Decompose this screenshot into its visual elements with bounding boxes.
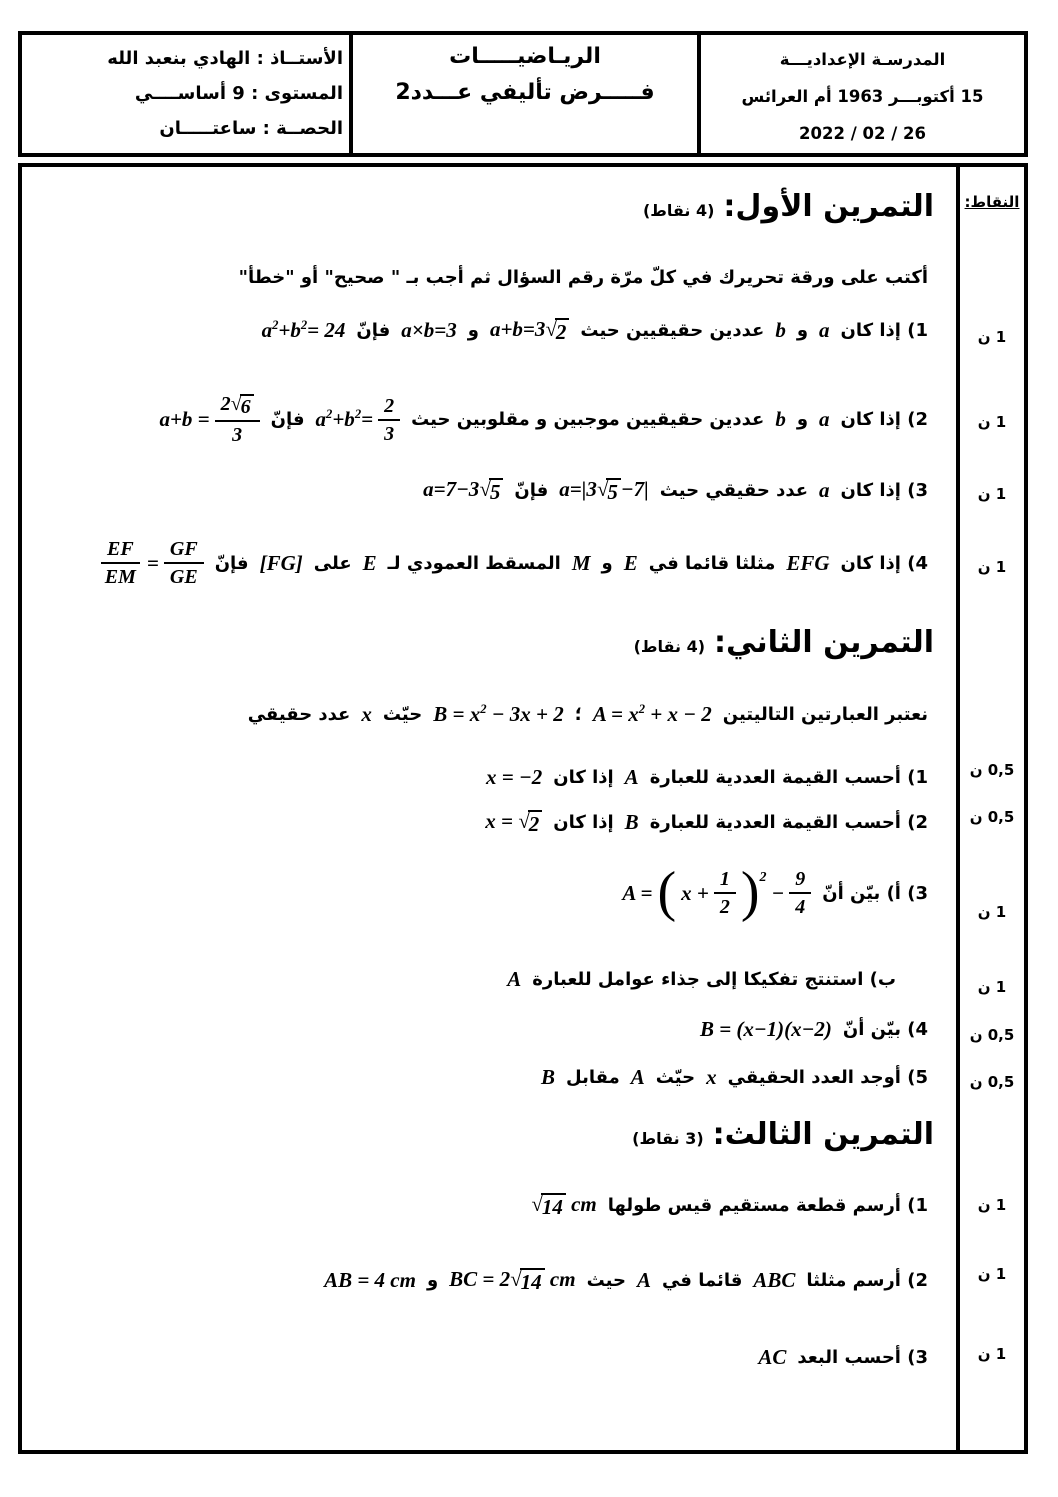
arabic-text: إذا كان bbox=[553, 812, 614, 834]
arabic-text: ؛ bbox=[574, 704, 582, 725]
superscript: 2 bbox=[354, 407, 362, 421]
denominator: 3 bbox=[384, 422, 395, 445]
sqrt-expression bbox=[531, 1193, 566, 1219]
big-paren bbox=[740, 861, 767, 924]
math-expression: = bbox=[146, 550, 159, 575]
mark-value: 1 ن bbox=[977, 485, 1007, 503]
arabic-text: 3) أ) بيّن أنّ bbox=[822, 882, 928, 904]
fraction bbox=[99, 537, 142, 589]
math-expression: E bbox=[623, 550, 638, 575]
arabic-text: 2) أرسم مثلثا bbox=[806, 1270, 928, 1292]
marks-column-title: النقاط: bbox=[964, 193, 1020, 211]
points-label: (4 نقاط) bbox=[633, 637, 706, 656]
sqrt-expression bbox=[510, 1268, 545, 1294]
radicand: 2 bbox=[528, 810, 543, 836]
sqrt-expression bbox=[518, 810, 542, 836]
numerator: 2 √ 6 bbox=[215, 392, 260, 422]
sqrt-expression bbox=[231, 394, 254, 419]
equation-group bbox=[159, 392, 259, 447]
radicand: 5 bbox=[606, 478, 621, 504]
radicand: 6 bbox=[240, 394, 254, 419]
arabic-text: و bbox=[601, 552, 613, 574]
arabic-text: فإنّ bbox=[514, 480, 549, 502]
mark-value: 1 ن bbox=[977, 328, 1007, 346]
numerator: GF bbox=[164, 537, 204, 564]
exam-body-box bbox=[18, 163, 1028, 1454]
mark-value: 1 ن bbox=[977, 978, 1007, 996]
mark-value: 1 ن bbox=[977, 903, 1007, 921]
mark-value: 1 ن bbox=[977, 1196, 1007, 1214]
math-expression: a bbox=[819, 318, 830, 343]
math-expression: $a^2+b^2= 24$ bbox=[261, 318, 346, 343]
math-expression: x = −2 bbox=[486, 765, 543, 789]
arabic-text: على bbox=[313, 552, 352, 574]
mark-value: 0,5 ن bbox=[969, 1073, 1015, 1091]
arabic-text: 1) أحسب القيمة العددية للعبارة bbox=[649, 767, 928, 788]
exercise3-question1 bbox=[30, 1192, 928, 1219]
arabic-text: 2) إذا كان bbox=[840, 409, 928, 430]
fraction bbox=[164, 537, 204, 589]
math-expression: a+b=3 √ 2 bbox=[490, 317, 569, 344]
mark-value: 1 ن bbox=[977, 1345, 1007, 1363]
math-expression: BC = 2 √ 14 cm bbox=[449, 1267, 576, 1294]
mark-value: 1 ن bbox=[977, 558, 1007, 576]
math-expression: − bbox=[771, 880, 785, 905]
radical-sign: √ bbox=[510, 1267, 522, 1291]
math-expression: A bbox=[507, 967, 522, 991]
arabic-text: حيث bbox=[586, 1270, 626, 1292]
math-expression: A bbox=[624, 765, 639, 789]
header-teacher-cell bbox=[22, 35, 349, 153]
exercise2-question2 bbox=[30, 809, 928, 836]
fraction bbox=[378, 394, 400, 446]
superscript: 2 bbox=[272, 318, 279, 333]
arabic-text: 3) أحسب البعد bbox=[797, 1347, 928, 1368]
arabic-text: قائما في bbox=[661, 1270, 743, 1292]
school-name-line-2: 15 أكتوبـــر 1963 أم العرائس bbox=[741, 87, 984, 107]
duration-line: الحصــة : ساعتـــــان bbox=[159, 118, 343, 140]
header-school-cell bbox=[701, 35, 1024, 153]
arabic-text: ب) استنتج تفكيكا إلى جذاء عوامل للعبارة bbox=[532, 969, 896, 990]
arabic-text: 1) أرسم قطعة مستقيم قيس طولها bbox=[607, 1195, 928, 1217]
math-expression: [FG] bbox=[259, 550, 303, 575]
math-expression: b bbox=[775, 318, 786, 343]
math-expression: AB = 4 cm bbox=[324, 1268, 416, 1293]
radical-sign: √ bbox=[518, 809, 530, 833]
exercise2-question1 bbox=[30, 765, 928, 790]
denominator: EM bbox=[104, 566, 136, 588]
numerator: 1 bbox=[714, 867, 736, 894]
paren-superscript: 2 bbox=[759, 870, 767, 886]
arabic-text: و bbox=[796, 409, 809, 430]
exercise1-question1 bbox=[30, 317, 928, 344]
arabic-text: مقابل bbox=[566, 1067, 620, 1088]
radicand: 14 bbox=[541, 1193, 566, 1219]
subject-title: الريـاضيـــــات bbox=[449, 44, 601, 69]
exam-date: 2022 / 02 / 26 bbox=[799, 124, 926, 144]
arabic-text: 1) إذا كان bbox=[840, 320, 928, 342]
exercise1-question3 bbox=[30, 477, 928, 504]
numerator: EF bbox=[101, 537, 140, 564]
math-expression: A bbox=[636, 1268, 651, 1293]
math-expression: a bbox=[819, 478, 830, 503]
math-expression: ABC bbox=[753, 1268, 796, 1293]
math-expression: M bbox=[571, 550, 591, 575]
math-expression: E bbox=[362, 550, 377, 575]
paren-glyph: ( bbox=[657, 861, 677, 924]
exercise-title-text: التمرين الثالث: bbox=[712, 1117, 934, 1152]
arabic-text: 3) إذا كان bbox=[840, 480, 928, 502]
arabic-text: و bbox=[467, 320, 479, 342]
arabic-text: أكتب على ورقة تحريرك في كلّ مرّة رقم السؤال ثم أجب بـ " صحيح" أو "خطأ" bbox=[238, 267, 928, 288]
math-expression: $B = x^2 - 3x + 2$ bbox=[433, 702, 564, 726]
fraction bbox=[789, 867, 811, 919]
math-expression: A bbox=[630, 1065, 645, 1089]
radicand: 14 bbox=[520, 1268, 545, 1294]
questions-area bbox=[22, 167, 956, 1450]
math-expression: x + bbox=[681, 880, 709, 905]
denominator: GE bbox=[169, 566, 198, 588]
exercise1-question2 bbox=[30, 392, 928, 447]
superscript: 2 bbox=[480, 702, 487, 716]
big-paren bbox=[657, 861, 677, 924]
math-expression: B bbox=[541, 1065, 556, 1089]
exercise2-question3a bbox=[30, 861, 928, 924]
arabic-text: المسقط العمودي لـ bbox=[387, 552, 561, 574]
arabic-text: عدد حقيقي bbox=[247, 704, 351, 725]
numerator: 2 bbox=[378, 394, 400, 421]
school-name-line: المدرسـة الإعداديـــة bbox=[779, 50, 946, 69]
level-line: المستوى : 9 أساســــي bbox=[134, 83, 343, 105]
math-expression: AC bbox=[758, 1345, 787, 1369]
arabic-text: فإنّ bbox=[214, 552, 249, 574]
arabic-text: 5) أوجد العدد الحقيقي bbox=[727, 1067, 928, 1088]
math-expression: x = √ 2 bbox=[485, 809, 542, 836]
arabic-text: عدد حقيقي حيث bbox=[659, 480, 809, 502]
equation-group bbox=[99, 537, 204, 589]
math-expression: B bbox=[624, 810, 639, 835]
math-expression: a=7−3 √ 5 bbox=[423, 477, 503, 504]
arabic-text: حيّث bbox=[382, 704, 423, 725]
superscript: 2 bbox=[638, 702, 646, 716]
math-expression: a×b=3 bbox=[401, 318, 457, 343]
denominator: 4 bbox=[795, 896, 806, 918]
teacher-name-line: الأستــاذ : الهادي بنعبد الله bbox=[107, 48, 343, 69]
arabic-text: إذا كان bbox=[553, 767, 614, 788]
points-label: (4 نقاط) bbox=[642, 201, 715, 220]
radical-sign: √ bbox=[596, 477, 609, 501]
mark-value: 1 ن bbox=[977, 1265, 1007, 1283]
math-expression: a=|3 √ 5 −7| bbox=[559, 477, 649, 504]
exercise2-title bbox=[30, 625, 934, 660]
exercise2-question3b bbox=[30, 967, 896, 992]
arabic-text: 4) بيّن أنّ bbox=[842, 1019, 928, 1040]
equation-group bbox=[622, 861, 811, 924]
radicand: 2 bbox=[555, 318, 570, 344]
numerator: 9 bbox=[789, 867, 811, 894]
arabic-text: عددين حقيقيين موجبين و مقلوبين حيث bbox=[411, 409, 765, 430]
equation-group bbox=[316, 394, 401, 446]
math-expression: b bbox=[775, 407, 786, 431]
math-expression: A = bbox=[622, 880, 653, 905]
marks-column bbox=[956, 167, 1024, 1450]
sqrt-expression bbox=[479, 478, 503, 504]
arabic-text: مثلثا قائما في bbox=[648, 552, 776, 574]
math-expression: a bbox=[819, 407, 830, 431]
header-subject-cell bbox=[349, 35, 701, 153]
mark-value: 0,5 ن bbox=[969, 761, 1015, 779]
header-table bbox=[18, 31, 1028, 157]
math-expression: EFG bbox=[786, 550, 830, 575]
radicand: 5 bbox=[489, 478, 504, 504]
arabic-text: نعتبر العبارتين التاليتين bbox=[722, 704, 928, 725]
denominator: 2 bbox=[719, 896, 730, 918]
exercise-title-text: التمرين الثاني: bbox=[714, 625, 934, 660]
exam-type-number: فـــــرض تأليفي عـــدد2 bbox=[395, 80, 655, 106]
exercise3-question3 bbox=[30, 1345, 928, 1370]
arabic-text: 4) إذا كان bbox=[840, 552, 928, 574]
exercise3-title bbox=[30, 1117, 934, 1152]
math-expression: $a^2+b^2=$ bbox=[315, 407, 374, 431]
points-label: (3 نقاط) bbox=[632, 1129, 704, 1148]
exercise1-title bbox=[30, 189, 934, 224]
paren-glyph: ) bbox=[740, 861, 760, 924]
arabic-text: حيّث bbox=[655, 1067, 696, 1088]
arabic-text: فإنّ bbox=[356, 320, 391, 342]
sqrt-expression bbox=[545, 318, 569, 344]
arabic-text: فإنّ bbox=[270, 409, 305, 430]
exercise1-instruction bbox=[30, 267, 928, 288]
math-expression: $A = x^2 + x - 2$ bbox=[592, 702, 712, 726]
arabic-text: و bbox=[426, 1270, 439, 1292]
fraction bbox=[714, 867, 736, 919]
superscript: 2 bbox=[326, 407, 333, 421]
exercise-title-text: التمرين الأول: bbox=[723, 189, 934, 224]
math-expression: x bbox=[361, 702, 372, 726]
fraction bbox=[215, 392, 260, 447]
math-expression: x bbox=[706, 1065, 717, 1089]
radical-sign: √ bbox=[479, 477, 491, 501]
arabic-text: و bbox=[796, 320, 809, 342]
exercise2-question5 bbox=[30, 1065, 928, 1090]
math-expression: √ 14 cm bbox=[531, 1192, 597, 1219]
exercise2-intro bbox=[30, 702, 928, 727]
exercise3-question2 bbox=[30, 1267, 928, 1294]
radical-sign: √ bbox=[531, 1192, 543, 1216]
sqrt-expression bbox=[597, 478, 621, 504]
mark-value: 0,5 ن bbox=[969, 808, 1015, 826]
denominator: 3 bbox=[232, 424, 243, 446]
arabic-text: عددين حقيقيين حيث bbox=[580, 320, 765, 342]
exercise1-question4 bbox=[30, 537, 928, 589]
mark-value: 1 ن bbox=[977, 413, 1007, 431]
radical-sign: √ bbox=[230, 393, 242, 415]
math-expression: a+b = bbox=[159, 407, 210, 431]
mark-value: 0,5 ن bbox=[969, 1026, 1015, 1044]
exercise2-question4 bbox=[30, 1017, 928, 1042]
radical-sign: √ bbox=[545, 317, 557, 341]
arabic-text: 2) أحسب القيمة العددية للعبارة bbox=[649, 812, 928, 834]
math-expression: B = (x−1)(x−2) bbox=[699, 1017, 832, 1041]
superscript: 2 bbox=[300, 318, 308, 333]
